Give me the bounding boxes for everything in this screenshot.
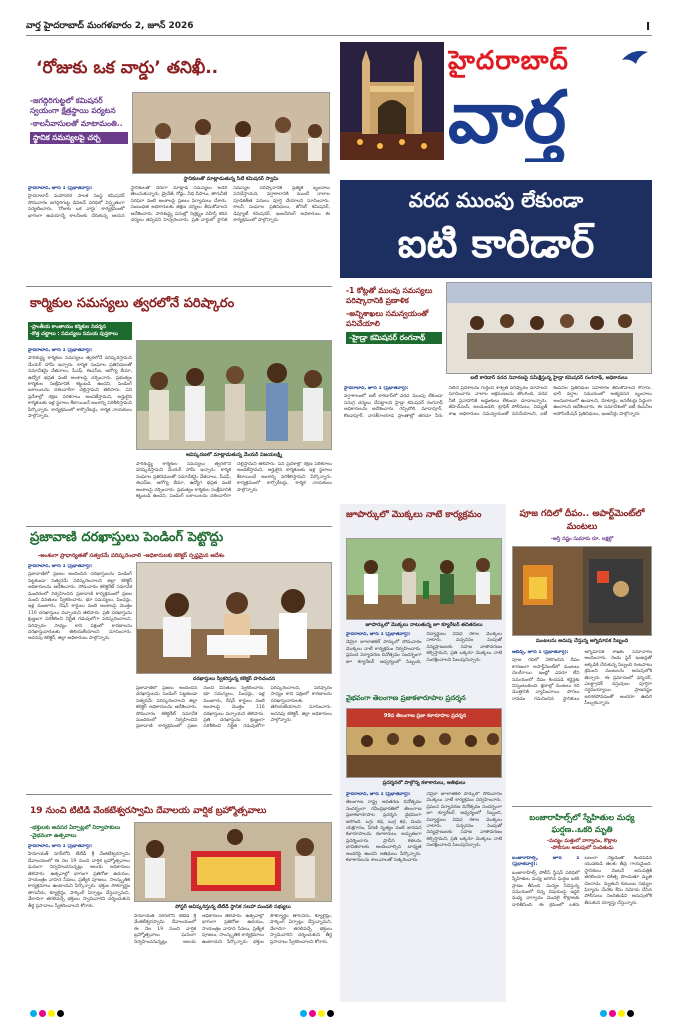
photo-mayor-press bbox=[137, 341, 332, 450]
story6-body-text: తెలంగాణ రాష్ట్ర అవతరణ దినోత్సవం సందర్భంగా రవీంద్రభారతిలో తెలంగాణ ప్రజాకళారూపాల ప్రదర్శన వైభవంగా జరిగింది. ఒగ్గు కథ, బుర్ర కథ, చిందు యక్షగానం, పేరిణి నృత్యం వంటి జానపద కళారూపాలను కళాకారులు అద్భుతంగా ప్రదర్శించారు. ప్రాచీన కళలను భావితరాలకు అందించాల్సిన బాధ్యత అందరిపై ఉందని అతిథులు పేర్కొన్నారు. కళాకారులను శాలువాలతో సత్కరించారు. bbox=[346, 800, 422, 864]
bird-icon bbox=[620, 46, 650, 70]
lead-headline: ఐటి కారిడార్ bbox=[397, 221, 595, 267]
story2-deck-line: -ప్రాంతీయ కాంతాయం కర్మికుల నిదర్శన bbox=[30, 324, 106, 330]
story2-body bbox=[28, 348, 132, 516]
story3-photo bbox=[136, 562, 332, 674]
story5-headline: జూపార్కులో మొక్కలు నాటే కార్యక్రమం bbox=[346, 510, 482, 520]
story2-deck-line: -కొత్త చట్టాలు : సమస్యలు సమయ పుస్తకాలు bbox=[30, 331, 118, 337]
photo-fire-accident bbox=[513, 547, 652, 636]
story6-photo bbox=[346, 708, 502, 778]
lead-banner bbox=[340, 180, 652, 278]
reg-dot bbox=[30, 1010, 37, 1017]
story1-body-text: హైదరాబాద్ మహానగర పాలక సంస్థ కమిషనర్ సోమవారం జగద్గిరిగుట్ట డివిజన్ పరిధిలో విస్తృతంగా పర్యటించారు. ‘రోజుకు ఒక వార్డు’ కార్యక్రమంలో భాగంగా ఉదయాన్నే కాలనీలకు చేరుకున్న ఆయన స్థానికులతో నేరుగా మాట్లాడి సమస్యలు అడిగి తెలుసుకున్నారు. డ్రైనేజీ, రోడ్లు, వీధి దీపాలు, తాగునీటి సరఫరా వంటి అంశాలపై ప్రజలు ఫిర్యాదులు చేశారు. సంబంధిత అధికారులకు తక్షణ చర్యలు తీసుకోవాలని ఆదేశించారు. పారిశుద్ధ్య పనుల్లో నిర్లక్ష్యం వహిస్తే కఠిన చర్యలు తప్పవని హెచ్చరించారు. ప్రతి వార్డులో స్థానిక సమస్యల పరిష్కారానికి ప్రత్యేక బృందాలు పనిచేస్తాయని, వర్షాకాలానికి ముందే నాలాల పూడికతీత పనులు పూర్తి చేయాలని సూచించారు. కాలనీ సంఘాల ప్రతినిధులు, జోనల్ కమిషనర్, డిప్యూటీ కమిషనర్, ఇంజనీరింగ్ అధికారులు ఈ కార్యక్రమంలో పాల్గొన్నారు. bbox=[28, 186, 330, 224]
divider bbox=[26, 794, 332, 795]
reg-dot bbox=[318, 1010, 325, 1017]
story3-dateline: హైదరాబాద్, జూన్ 1 (ప్రభాతవార్త): bbox=[28, 564, 93, 569]
header-dateline: వార్త హైదరాబాద్ మంగళవారం 2, జూన్ 2026 bbox=[26, 21, 194, 31]
story5-body-text: నెహ్రూ జూలాజికల్ పార్కులో సోమవారం మొక్కలు నాటే కార్యక్రమం నిర్వహించారు. ప్రపంచ పర్యావరణ దినోత్సవం సందర్భంగా జూ క్యూరేటర్ ఆధ్వర్యంలో సిబ్బంది, విద్యార్థులు వివిధ రకాల మొక్కలు నాటారు. పచ్చదనం పెంపుతో వన్యప్రాణులకు సహజ వాతావరణం కల్పిస్తామని, ప్రతి ఒక్కరూ మొక్కలు నాటి సంరక్షించాలని పిలుపునిచ్చారు. bbox=[426, 792, 502, 849]
story4-deck-line: -భక్తులకు అవసర ఏర్పాట్లలో నిర్వాహకులు bbox=[30, 825, 121, 831]
story4-caption: పోస్టర్ ఆవిష్కరిస్తున్న టీటీడీ స్థానిక సలహా మండలి సభ్యులు bbox=[175, 904, 291, 910]
story8-head bbox=[512, 812, 652, 852]
story7-headline bbox=[512, 508, 652, 543]
story1-photo bbox=[132, 92, 330, 174]
story6-banner-text: 99వ తెలంగాణ ప్రజా కళారూపాల ప్రదర్శన bbox=[383, 713, 467, 719]
photo-tree-planting bbox=[347, 539, 502, 620]
story8-deck-line: -పోలీసుల అదుపులో నిందితుడు bbox=[550, 845, 614, 851]
story1-deck-line: -జగద్గిరిగుట్టలో కమిషనర్ స్వయంగా క్షేత్రస్థాయి పర్యటన bbox=[30, 96, 116, 115]
story4-photo bbox=[134, 822, 332, 902]
story6-dateline: హైదరాబాద్, జూన్ 1 (ప్రభాతవార్త): bbox=[346, 792, 411, 797]
registration-marks-center bbox=[300, 1010, 334, 1017]
story2-photo bbox=[136, 340, 332, 450]
story3-caption: దరఖాస్తులు స్వీకరిస్తున్న కలెక్టర్ హరిచందన bbox=[192, 676, 276, 682]
lead-deck-line: -1 కోట్లతో ముంపు సమస్యలు పరిష్కారానికి ప్రణాళిక bbox=[346, 286, 433, 305]
reg-dot bbox=[600, 1010, 607, 1017]
lead-deck bbox=[346, 286, 442, 344]
story3-body bbox=[28, 564, 132, 786]
story4-deck bbox=[30, 824, 130, 840]
page-number: I bbox=[646, 20, 651, 33]
photo-officials-meeting bbox=[133, 93, 330, 174]
story7-photo bbox=[512, 546, 652, 636]
story8-deck-line: -మద్యం మత్తులో వాగ్వాదం, కొట్లాట bbox=[547, 838, 617, 844]
story4-body-text: హిమాయత్ నగర్‌లోని టీటీడీ శ్రీ వేంకటేశ్వరస్వామి దేవాలయంలో ఈ నెల 19 నుంచి వార్షిక బ్రహ్మోత్సవాలు ఘనంగా నిర్వహించనున్నట్లు ఆలయ అధికారులు తెలిపారు. ఉత్సవాల్లో భాగంగా ప్రతిరోజు ఉదయం, సాయంత్రం వాహన సేవలు, ప్రత్యేక పూజలు, సాంస్కృతిక కార్యక్రమాలు ఉంటాయని పేర్కొన్నారు. భక్తుల సౌకర్యార్థం తాగునీరు, క్యూలైన్లు, పార్కింగ్ ఏర్పాట్లు చేస్తున్నామని, వేలాదిగా తరలివచ్చే భక్తులు స్వామివారిని దర్శించుకుని తీర్థ ప్రసాదాలు స్వీకరించాలని కోరారు. bbox=[28, 852, 130, 909]
photo-ttd-poster-release bbox=[135, 823, 332, 902]
charminar-icon bbox=[340, 42, 444, 160]
story3-body-text: ప్రజావాణిలో ప్రజలు అందించిన దరఖాస్తులను పెండింగ్ పెట్టకుండా సత్వరమే పరిష్కరించాలని జిల్లా కలెక్టర్ అధికారులను ఆదేశించారు. సోమవారం కలెక్టరేట్ సమావేశ మందిరంలో నిర్వహించిన ప్రజావాణి కార్యక్రమంలో ప్రజల నుంచి వినతులు స్వీకరించారు. భూ సమస్యలు, పింఛన్లు, ఇళ్ల మంజూరు, రేషన్ కార్డులు వంటి అంశాలపై మొత్తం 116 దరఖాస్తులు వచ్చాయని తెలిపారు. ప్రతి దరఖాస్తును క్షుణ్ణంగా పరిశీలించి నిర్ణీత గడువులోగా పరిష్కరించాలని, పరిష్కారం సాధ్యం కాని పక్షంలో కారణాలను దరఖాస్తుదారులకు తెలియజేయాలని సూచించారు. అదనపు కలెక్టర్, జిల్లా అధికారులు పాల్గొన్నారు. bbox=[28, 572, 132, 642]
story4-body bbox=[28, 844, 130, 1000]
lead-body-text: వర్షాకాలంలో ఐటీ కారిడార్‌లో వరద ముంపు లేకుండా సమగ్ర చర్యలు చేపట్టాలని హైడ్రా కమిషనర్ రంగనాథ్ అధికారులను ఆదేశించారు. గచ్చిబౌలి, మాదాపూర్, కొండాపూర్, నానక్‌రాంగూడ ప్రాంతాల్లో తరచూ నీరు నిలిచే ప్రదేశాలను గుర్తించి శాశ్వత పరిష్కారం చూపాలని సూచించారు. నాలాల ఆక్రమణలను తొలగించి, వరద నీటి ప్రవాహానికి అడ్డంకులు లేకుండా చూడాలన్నారు. జీహెచ్ఎంసీ, జలమండలి, ట్రాఫిక్ పోలీసులు, విద్యుత్ శాఖ అధికారులు సమన్వయంతో పనిచేయాలని, ఐటీ కంపెనీల ప్రతినిధుల సహకారం తీసుకోవాలని కోరారు. భారీ వర్షాల సమయంలో అత్యవసర బృందాలు అందుబాటులో ఉండాలని, మోటార్లు, జనరేటర్లు సిద్ధంగా ఉంచాలని ఆదేశించారు. ఈ సమావేశంలో ఐటీ కంపెనీల అసోసియేషన్ ప్రతినిధులు, ఇంజనీర్లు పాల్గొన్నారు. bbox=[344, 386, 652, 419]
story5-body-text: నెహ్రూ జూలాజికల్ పార్కులో సోమవారం మొక్కలు నాటే కార్యక్రమం నిర్వహించారు. ప్రపంచ పర్యావరణ దినోత్సవం సందర్భంగా జూ క్యూరేటర్ ఆధ్వర్యంలో సిబ్బంది, విద్యార్థులు వివిధ రకాల మొక్కలు నాటారు. పచ్చదనం పెంపుతో వన్యప్రాణులకు సహజ వాతావరణం కల్పిస్తామని, ప్రతి ఒక్కరూ మొక్కలు నాటి సంరక్షించాలని పిలుపునిచ్చారు. bbox=[346, 632, 502, 665]
reg-dot bbox=[327, 1010, 334, 1017]
story4-body-text: హిమాయత్ నగర్‌లోని టీటీడీ శ్రీ వేంకటేశ్వరస్వామి దేవాలయంలో ఈ నెల 19 నుంచి వార్షిక బ్రహ్మోత్సవాలు ఘనంగా నిర్వహించనున్నట్లు ఆలయ అధికారులు తెలిపారు. ఉత్సవాల్లో భాగంగా ప్రతిరోజు ఉదయం, సాయంత్రం వాహన సేవలు, ప్రత్యేక పూజలు, సాంస్కృతిక కార్యక్రమాలు ఉంటాయని పేర్కొన్నారు. భక్తుల సౌకర్యార్థం తాగునీరు, క్యూలైన్లు, పార్కింగ్ ఏర్పాట్లు చేస్తున్నామని, వేలాదిగా తరలివచ్చే భక్తులు స్వామివారిని దర్శించుకుని తీర్థ ప్రసాదాలు స్వీకరించాలని కోరారు. bbox=[134, 914, 332, 945]
story7-dateline: అబిడ్స్, జూన్ 1 (ప్రభాతవార్త): bbox=[512, 650, 569, 655]
story1-body bbox=[28, 186, 330, 272]
story4-dateline: హైదరాబాద్, జూన్ 1 (ప్రభాతవార్త): bbox=[28, 844, 93, 849]
photo-review-meeting bbox=[447, 283, 652, 374]
story5-caption: జూపార్కులో మొక్కలు నాటుతున్న జూ క్యూరేటర్ తదితరులు bbox=[365, 622, 483, 628]
story7-caption: మంటలను అదుపు చేస్తున్న అగ్నిమాపక సిబ్బంది bbox=[535, 638, 629, 644]
photo-collector-petitions bbox=[137, 563, 332, 674]
story3-headline: ప్రజావాణి దరఖాస్తులు పెండింగ్ పెట్టొద్దు bbox=[30, 530, 224, 545]
masthead bbox=[340, 42, 652, 170]
header-rule bbox=[26, 35, 652, 36]
story2-dateline: హైదరాబాద్, జూన్ 1 (ప్రభాతవార్త): bbox=[28, 348, 93, 353]
charminar-photo bbox=[340, 42, 444, 160]
story5-body bbox=[346, 632, 502, 686]
story2-caption: ఆవిష్కరణలో మాట్లాడుతున్న మేయర్ విజయలక్ష్మి bbox=[185, 452, 283, 458]
reg-dot bbox=[48, 1010, 55, 1017]
story6-headline: వైభవంగా తెలంగాణ ప్రజాకళారూపాల ప్రదర్శన bbox=[346, 694, 466, 702]
story8-body-text: బంజారాహిల్స్ పోలీస్ స్టేషన్ పరిధిలో స్నేహితుల మధ్య జరిగిన ఘర్షణ ఒకరి ప్రాణం తీసింది. మద్యం సేవిస్తున్న సమయంలో చిన్న విషయంపై ఇద్దరి మధ్య వాగ్వాదం మొదలై కొట్లాటకు దారితీసింది. ఈ క్రమంలో ఒకరు బలంగా నెట్టడంతో కిందపడిన యువకుడి తలకు తీవ్ర గాయమైంది. స్థానికులు వెంటనే ఆసుపత్రికి తరలించగా చికిత్స పొందుతూ మృతి చెందాడు. మృతుని కుటుంబ సభ్యుల ఫిర్యాదు మేరకు కేసు నమోదు చేసిన పోలీసులు నిందితుడిని అదుపులోకి తీసుకుని దర్యాప్తు చేస్తున్నారు. bbox=[512, 856, 652, 908]
registration-marks-left bbox=[30, 1010, 64, 1017]
lead-kicker: వరద ముంపు లేకుండా bbox=[408, 188, 584, 212]
story1-deck-line: -కాలనీవాసులతో మాటామంతి.. bbox=[30, 119, 123, 128]
registration-marks-right bbox=[600, 1010, 634, 1017]
reg-dot bbox=[618, 1010, 625, 1017]
story1-dateline: హైదరాబాద్, జూన్ 1 (ప్రభాతవార్త): bbox=[28, 186, 93, 191]
story4-headline: 19 నుంచి టీటీడీ వేంకటేశ్వరస్వామి దేవాలయ వార్షిక బ్రహ్మోత్సవాలు bbox=[30, 806, 267, 816]
lead-photo bbox=[446, 282, 652, 374]
story4-deck-line: -వైభవంగా ఉత్సవాలు bbox=[30, 833, 77, 839]
lead-caption: ఐటీ కారిడార్ వరద నివారణపై సమీక్షిస్తున్న హైడ్రా కమిషనర్ రంగనాథ్, అధికారులు bbox=[470, 375, 628, 381]
story1-headline: ‘రోజుకు ఒక వార్డు’ తనిఖీ.. bbox=[36, 58, 219, 78]
story2-headline: కార్మికుల సమస్యలు త్వరలోనే పరిష్కారం bbox=[30, 296, 235, 311]
divider bbox=[26, 286, 332, 287]
story3-body-text: ప్రజావాణిలో ప్రజలు అందించిన దరఖాస్తులను పెండింగ్ పెట్టకుండా సత్వరమే పరిష్కరించాలని జిల్లా కలెక్టర్ అధికారులను ఆదేశించారు. సోమవారం కలెక్టరేట్ సమావేశ మందిరంలో నిర్వహించిన ప్రజావాణి కార్యక్రమంలో ప్రజల నుంచి వినతులు స్వీకరించారు. భూ సమస్యలు, పింఛన్లు, ఇళ్ల మంజూరు, రేషన్ కార్డులు వంటి అంశాలపై మొత్తం 116 దరఖాస్తులు వచ్చాయని తెలిపారు. ప్రతి దరఖాస్తును క్షుణ్ణంగా పరిశీలించి నిర్ణీత గడువులోగా పరిష్కరించాలని, పరిష్కారం సాధ్యం కాని పక్షంలో కారణాలను దరఖాస్తుదారులకు తెలియజేయాలని సూచించారు. అదనపు కలెక్టర్, జిల్లా అధికారులు పాల్గొన్నారు. bbox=[136, 686, 332, 730]
story1-deck bbox=[30, 96, 128, 144]
story7-body-text: పూజ గదిలో వెలిగించిన దీపం కారణంగా అపార్ట్‌మెంట్‌లో మంటలు చెలరేగాయి. ఇంట్లో ఎవరూ లేని సమయంలో దీపం కిందపడి కర్టెన్లకు నిప్పంటుకుంది. క్షణాల్లో మంటలు గది మొత్తానికి వ్యాపించాయి. పొగలు రావడం గమనించిన స్థానికులు అగ్నిమాపక శాఖకు సమాచారం అందించారు. రెండు ఫైర్ ఇంజన్లతో అక్కడికి చేరుకున్న సిబ్బంది గంటపాటు శ్రమించి మంటలను అదుపులోకి తెచ్చారు. ఈ ప్రమాదంలో ఫర్నిచర్, ఎలక్ట్రానిక్ వస్తువులు పూర్తిగా దగ్ధమయ్యాయి. ప్రాణనష్టం జరగకపోవడంతో అందరూ ఊపిరి పీల్చుకున్నారు. bbox=[512, 650, 652, 707]
story7-body bbox=[512, 650, 652, 800]
story1-caption: స్థానికులతో మాట్లాడుతున్న సిటీ కమిషనర్ స్వామి bbox=[183, 176, 279, 182]
story2-body-text: పారిశుద్ధ్య కార్మికుల సమస్యలు త్వరలోనే పరిష్కరిస్తామని మేయర్ హామీ ఇచ్చారు. కార్మిక సంఘాల ప్రతినిధులతో సమావేశమై వేతనాలు, పీఎఫ్, ఈఎస్ఐ, ఆరోగ్య బీమా, ఉద్యోగ భద్రత వంటి అంశాలపై చర్చించారు. ప్రభుత్వం కార్మికుల సంక్షేమానికి కట్టుబడి ఉందని, పెండింగ్ బకాయిలను దశలవారీగా చెల్లిస్తామని తెలిపారు. పని ప్రదేశాల్లో రక్షణ పరికరాలు అందజేస్తామని, అర్హులైన కార్మికులకు ఇళ్ల స్థలాలు కేటాయించే అంశాన్ని పరిశీలిస్తామని పేర్కొన్నారు. కార్యక్రమంలో కార్పొరేటర్లు, కార్మిక నాయకులు పాల్గొన్నారు. bbox=[28, 356, 132, 420]
story3-body-cont bbox=[136, 686, 332, 782]
masthead-bottom: వార్త bbox=[448, 75, 567, 159]
lead-dateline: హైదరాబాద్, జూన్ 1 (ప్రభాతవార్త): bbox=[344, 386, 409, 391]
middle-panel bbox=[340, 504, 506, 1002]
story8-body bbox=[512, 856, 652, 1002]
page-header bbox=[0, 0, 673, 32]
story1-deck-line: స్థానిక సమస్యలపై చర్చ bbox=[30, 132, 128, 144]
reg-dot bbox=[309, 1010, 316, 1017]
story7-headline-text: పూజ గదిలో దీపం.. అపార్ట్‌మెంట్‌లో మంటలు bbox=[519, 509, 645, 532]
lead-deck-line: -అన్నిశాఖలు సమన్వయంతో పనిచేయాలి bbox=[346, 309, 429, 328]
story8-dateline: బంజారాహిల్స్, జూన్ 1 (ప్రభాతవార్త): bbox=[512, 856, 580, 868]
story4-body-cont bbox=[134, 914, 332, 1000]
story3-deck: -అంశంగా ప్రాధాన్యతతో సత్వరమే పరిష్కరించాలి -అధికారులకు కలెక్టర్ స్పష్టమైన ఆదేశం bbox=[38, 553, 225, 559]
story8-headline: బంజారాహిల్స్‌లో స్నేహితుల మధ్య ఘర్షణ..ఒకరి మృతి bbox=[529, 813, 635, 834]
story5-dateline: హైదరాబాద్, జూన్ 1 (ప్రభాతవార్త): bbox=[346, 632, 411, 637]
reg-dot bbox=[57, 1010, 64, 1017]
story2-body-text: పారిశుద్ధ్య కార్మికుల సమస్యలు త్వరలోనే పరిష్కరిస్తామని మేయర్ హామీ ఇచ్చారు. కార్మిక సంఘాల ప్రతినిధులతో సమావేశమై వేతనాలు, పీఎఫ్, ఈఎస్ఐ, ఆరోగ్య బీమా, ఉద్యోగ భద్రత వంటి అంశాలపై చర్చించారు. ప్రభుత్వం కార్మికుల సంక్షేమానికి కట్టుబడి ఉందని, పెండింగ్ బకాయిలను దశలవారీగా చెల్లిస్తామని తెలిపారు. పని ప్రదేశాల్లో రక్షణ పరికరాలు అందజేస్తామని, అర్హులైన కార్మికులకు ఇళ్ల స్థలాలు కేటాయించే అంశాన్ని పరిశీలిస్తామని పేర్కొన్నారు. కార్యక్రమంలో కార్పొరేటర్లు, కార్మిక నాయకులు పాల్గొన్నారు. bbox=[136, 462, 332, 500]
reg-dot bbox=[609, 1010, 616, 1017]
reg-dot bbox=[39, 1010, 46, 1017]
story2-body-cont bbox=[136, 462, 332, 524]
lead-body bbox=[344, 386, 652, 498]
lead-deck-line: -హైడ్రా కమిషనర్ రంగనాథ్ bbox=[346, 332, 442, 344]
story6-body bbox=[346, 792, 502, 996]
divider bbox=[26, 526, 332, 527]
story7-deck: -ఆస్తి నష్టం సుమారు రూ. లక్షల్లో bbox=[550, 536, 614, 542]
masthead-top: హైదరాబాద్ bbox=[448, 46, 569, 76]
reg-dot bbox=[627, 1010, 634, 1017]
divider bbox=[512, 806, 652, 807]
reg-dot bbox=[300, 1010, 307, 1017]
story5-photo bbox=[346, 538, 502, 620]
story6-caption: ప్రదర్శనలో పాల్గొన్న కళాకారులు, అతిథులు bbox=[382, 780, 466, 786]
story2-deck bbox=[28, 322, 132, 340]
